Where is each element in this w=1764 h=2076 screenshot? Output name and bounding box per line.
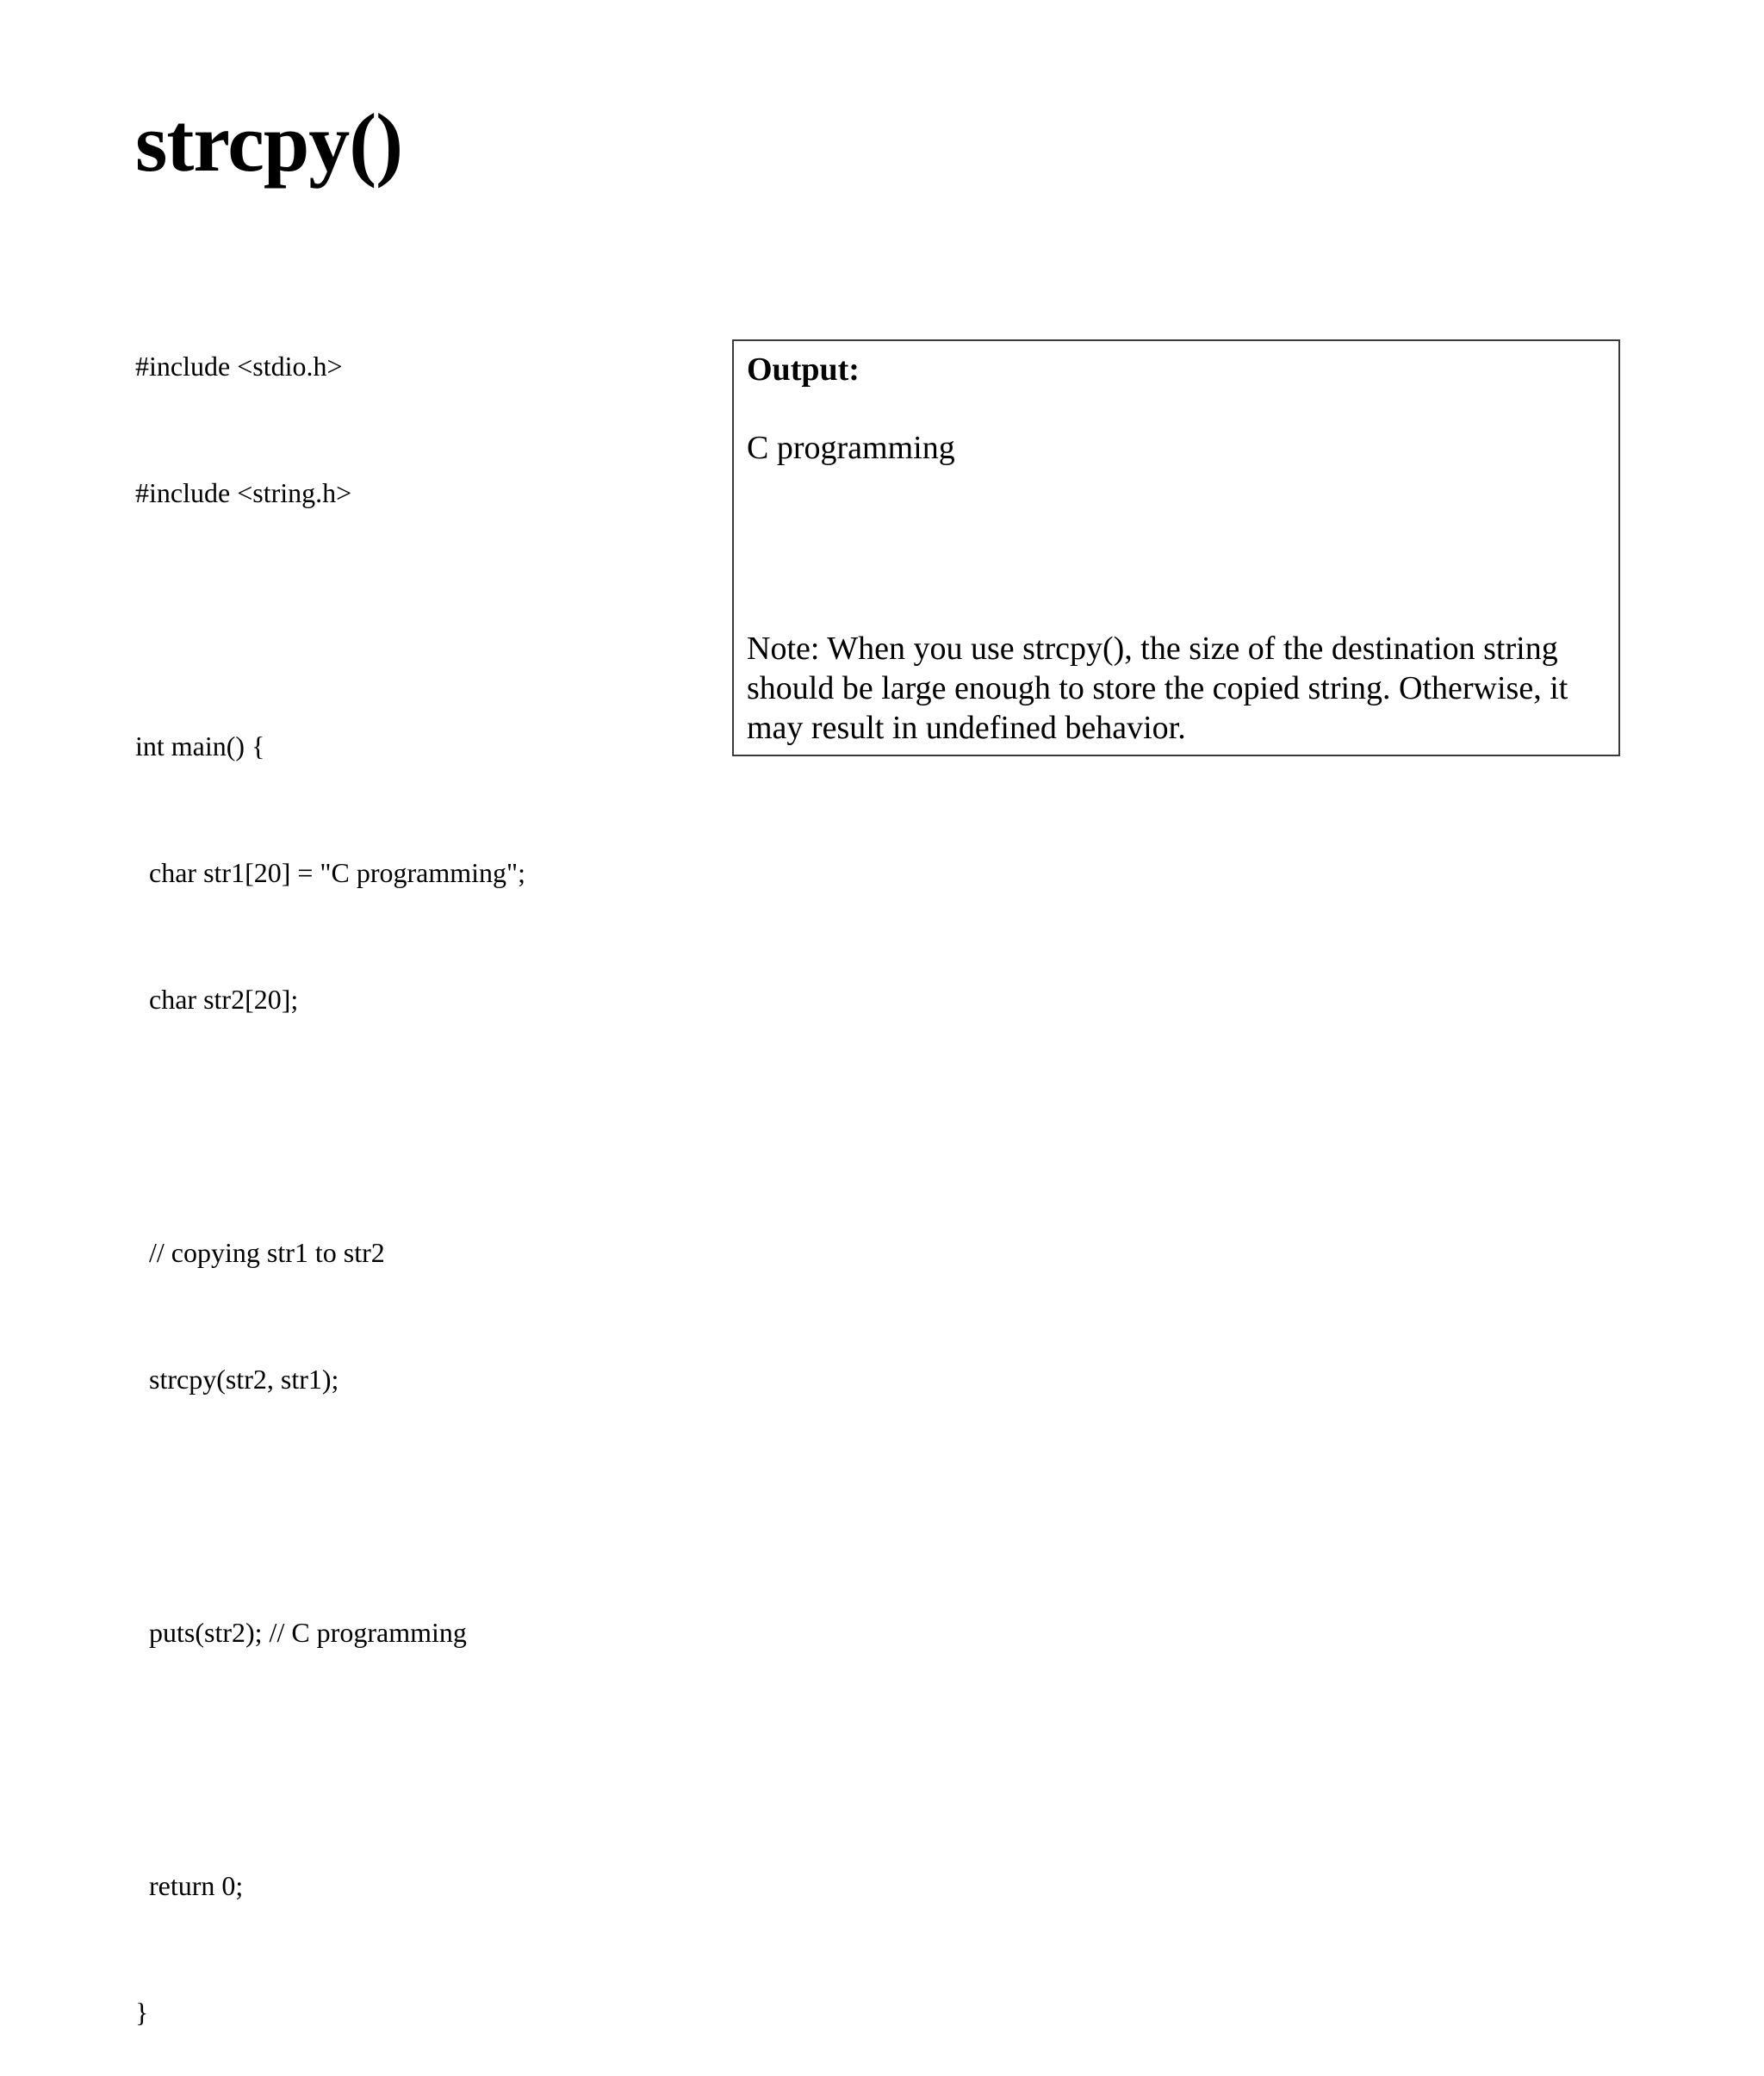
code-line-closing-brace: } <box>135 1997 149 2028</box>
code-line-main-signature: int main() { <box>135 730 265 761</box>
code-line-str2-declaration: char str2[20]; <box>135 984 299 1015</box>
code-example <box>135 261 525 2076</box>
code-line-return: return 0; <box>135 1870 244 1901</box>
output-note: Note: When you use strcpy(), the size of the destination string should be large enough to store the copied string. Otherwise, it may result in undefined behavior. <box>747 631 1568 746</box>
output-box <box>732 339 1620 756</box>
code-line-puts-call: puts(str2); // C programming <box>135 1617 467 1648</box>
code-line-blank <box>135 1485 525 1527</box>
code-line-strcpy-call: strcpy(str2, str1); <box>135 1364 339 1395</box>
code-line-blank <box>135 1738 525 1781</box>
code-line-blank <box>135 1105 525 1147</box>
output-value: C programming <box>747 430 955 466</box>
code-line-comment: // copying str1 to str2 <box>135 1237 385 1268</box>
code-line-str1-declaration: char str1[20] = "C programming"; <box>135 857 525 888</box>
code-line-include-string: #include <string.h> <box>135 477 352 508</box>
slide-title: strcpy() <box>135 96 403 189</box>
code-line-include-stdio: #include <stdio.h> <box>135 351 343 382</box>
code-line-blank <box>135 599 525 641</box>
output-label: Output: <box>747 351 860 388</box>
